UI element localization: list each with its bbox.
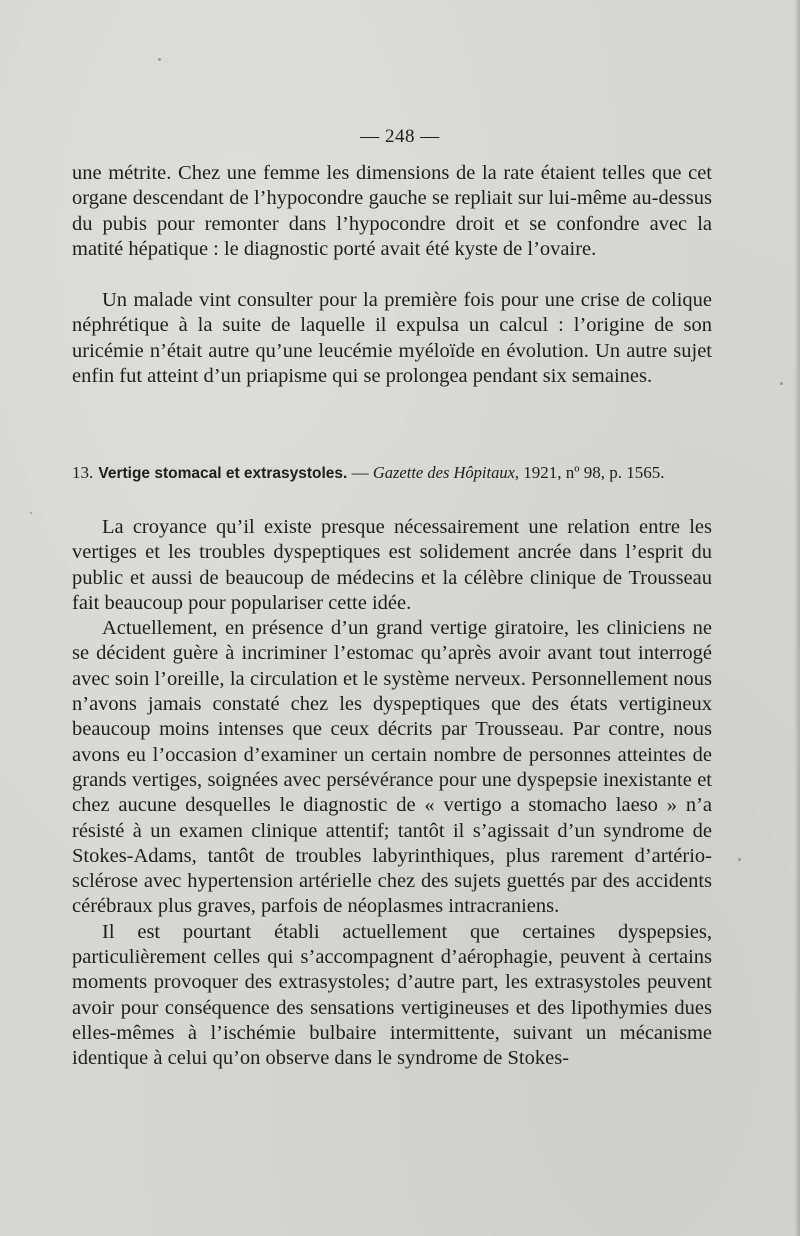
article-paragraph: Actuellement, en présence d’un grand vertige giratoire, les cliniciens ne se décident guère à incriminer l’estomac qu’après avoir avant tout interrogé avec soin l’oreille, la circulation et le système nerveux. Personnellement nous n’avons jamais constaté chez les dyspeptiques que des états vertigineux beaucoup moins intenses que ceux décrits par Trousseau. Par contre, nous avons eu l’occasion d’examiner un certain nombre de personnes atteintes de grands vertiges, soignées avec persévérance pour une dyspepsie inexistante et chez aucune desquelles le diagnostic de « vertigo a stomacho laeso » n’a résisté à un examen clinique attentif; tantôt il s’agissait d’un syndrome de Stokes-Adams, tantôt de troubles labyrinthiques, plus rarement d’artério-sclérose avec hypertension artérielle chez des sujets guettés par des accidents cérébraux plus graves, parfois de néoplasmes intracraniens. xyxy=(72,617,712,918)
continuation-paragraph: une métrite. Chez une femme les dimensions de la rate étaient telles que cet organe descendant de l’hypocondre gauche se repliait sur lui-même au-dessus du pubis pour remonter dans l’hypocondre droit et se confondre avec la matité hépatique : le diagnostic porté avait été kyste de l’ovaire. xyxy=(72,162,712,260)
article-heading xyxy=(72,463,722,483)
continuation-paragraph-block xyxy=(72,161,712,262)
article-paragraph: Il est pourtant établi actuellement que certaines dyspepsies, particulièrement celles qui s’accompagnent d’aérophagie, peuvent à certains moments provoquer des extrasystoles; d’autre part, les extrasystoles peuvent avoir pour conséquence des sensations vertigineuses et des lipothymies dues elles-mêmes à l’ischémie bulbaire intermittente, suivant un mécanisme identique à celui qu’on observe dans le syndrome de Stokes- xyxy=(72,920,712,1070)
paper-speck xyxy=(780,382,783,385)
page-number: — 248 — xyxy=(360,126,440,147)
paper-speck xyxy=(30,512,32,514)
article-dash: — xyxy=(347,463,373,482)
article-number: 13. xyxy=(72,463,94,482)
article-paragraph: La croyance qu’il existe presque nécessairement une relation entre les vertiges et les troubles dyspeptiques est solidement ancrée dans l’esprit du public et aussi de beaucoup de médecins et la célèbre clinique de Trousseau fait beaucoup pour populariser cette idée. xyxy=(72,516,712,614)
paper-speck xyxy=(158,58,161,61)
article-body xyxy=(72,515,712,1072)
article-reference: 1921, nº 98, p. 1565. xyxy=(519,463,665,482)
paper-speck xyxy=(738,858,741,861)
second-paragraph: Un malade vint consulter pour la première fois pour une crise de colique néphrétique à la suite de laquelle il expulsa un calcul : l’origine de son uricémie n’était autre qu’une leucémie myéloïde en évolution. Un autre sujet enfin fut atteint d’un priapisme qui se prolongea pendant six semaines. xyxy=(72,289,712,387)
second-paragraph-block xyxy=(72,288,712,389)
page-edge-shadow xyxy=(794,0,800,1236)
article-title: Vertige stomacal et extrasystoles. xyxy=(98,465,348,482)
article-source: Gazette des Hôpitaux, xyxy=(372,463,520,482)
